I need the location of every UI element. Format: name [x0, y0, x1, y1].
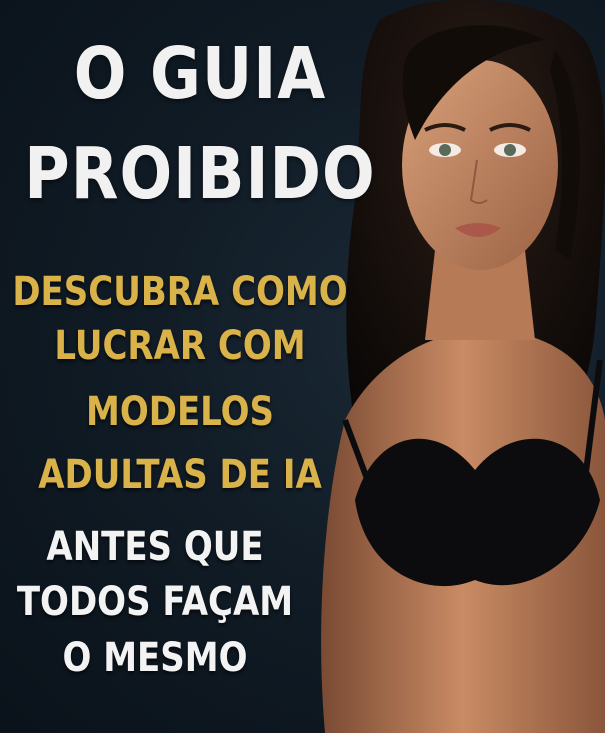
headline-line-1: DESCUBRA COMO	[12, 268, 348, 316]
title-line-1: O GUIA	[73, 31, 327, 116]
tagline-line-2: TODOS FAÇAM	[16, 578, 294, 626]
title-line-2: PROIBIDO	[24, 131, 376, 216]
model-illustration	[285, 0, 605, 733]
model-photo	[285, 0, 605, 733]
headline-line-3: MODELOS	[85, 388, 275, 436]
headline-line-2: LUCRAR COM	[54, 322, 306, 370]
tagline-line-3: O MESMO	[62, 634, 248, 682]
headline-line-4: ADULTAS DE IA	[38, 451, 322, 499]
tagline-line-1: ANTES QUE	[46, 523, 264, 571]
